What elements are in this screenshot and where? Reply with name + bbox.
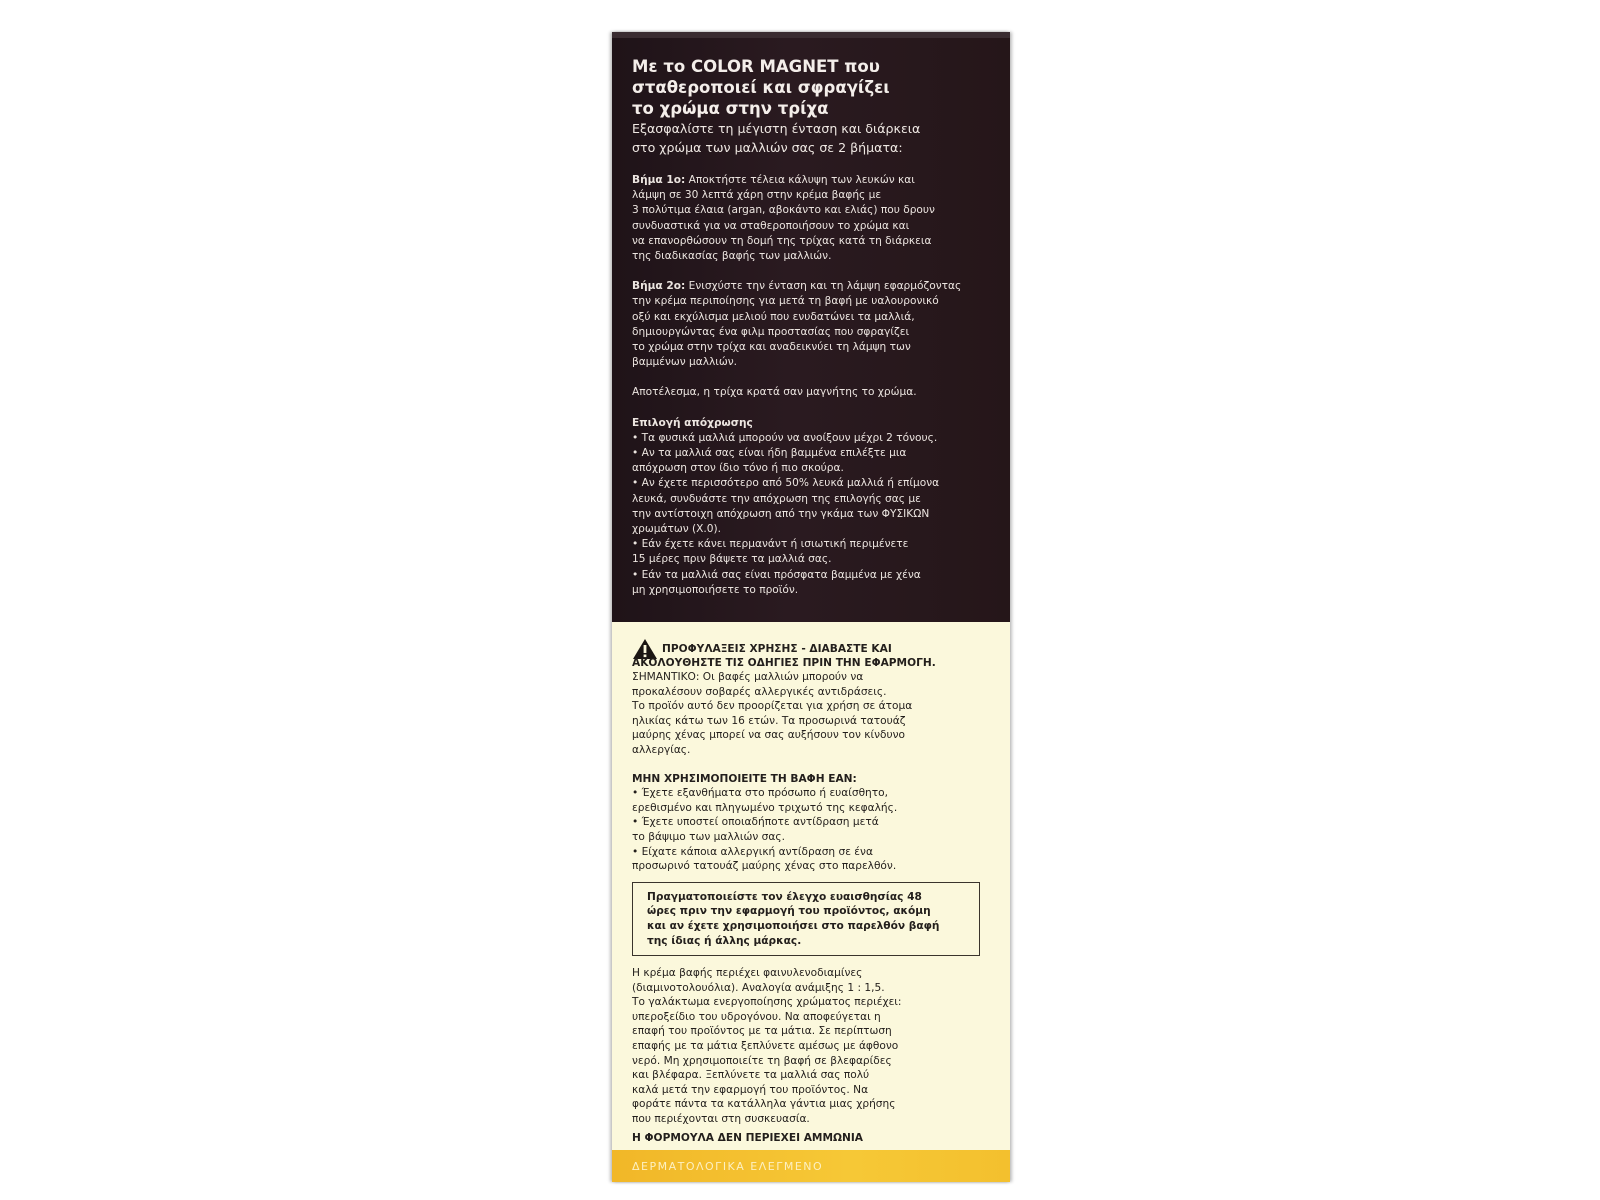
step2-line: δημιουργώντας ένα φιλμ προστασίας που σφραγίζει [632, 325, 910, 338]
shade-line: • Αν έχετε περισσότερο από 50% λευκά μαλλιά ή επίμονα [632, 477, 940, 490]
test-box-line: Πραγματοποιείστε τον έλεγχο ευαισθησίας 48 [647, 890, 922, 903]
info-line: καλά μετά την εφαρμογή του προϊόντος. Να [632, 1083, 869, 1096]
info-line: επαφή του προϊόντος με τα μάτια. Σε περίπτωση [632, 1025, 892, 1038]
headline-line: Με το COLOR MAGNET που [632, 57, 880, 76]
step2-label: Βήμα 2ο: [632, 280, 686, 293]
do-not-use-line: ερεθισμένο και πληγωμένο τριχωτό της κεφαλής. [632, 801, 898, 814]
step1-line: 3 πολύτιμα έλαια (argan, αβοκάντο και ελιάς) που δρουν [632, 204, 935, 217]
info-line: φοράτε πάντα τα κατάλληλα γάντια μιας χρήσης [632, 1098, 896, 1111]
info-line: υπεροξείδιο του υδρογόνου. Να αποφεύγεται η [632, 1010, 881, 1023]
warning-body-line: μαύρης χένας μπορεί να σας αυξήσουν τον κίνδυνο [632, 729, 906, 742]
warning-body-line: ΣΗΜΑΝΤΙΚΟ: Οι βαφές μαλλιών μπορούν να [632, 671, 864, 683]
step2-line: βαμμένων μαλλιών. [632, 356, 738, 369]
warning-body-line: αλλεργίας. [632, 743, 691, 756]
shade-line: χρωμάτων (X.0). [632, 523, 721, 536]
test-box-line: και αν έχετε χρησιμοποιήσει στο παρελθόν βαφή [647, 919, 940, 932]
no-ammonia-text: Η ΦΟΡΜΟΥΛΑ ΔΕΝ ΠΕΡΙΕΧΕΙ ΑΜΜΩΝΙΑ [632, 1131, 863, 1144]
dark-info-panel [612, 32, 1010, 622]
footer-text: ΔΕΡΜΑΤΟΛΟΓΙΚΑ ΕΛΕΓΜΕΝΟ [632, 1160, 824, 1173]
shade-line: • Τα φυσικά μαλλιά μπορούν να ανοίξουν μέχρι 2 τόνους. [632, 431, 938, 444]
step2-line: Βήμα 2ο: Ενισχύστε την ένταση και τη λάμψη εφαρμόζοντας [632, 280, 962, 293]
info-line: Το γαλάκτωμα ενεργοποίησης χρώματος περιέχει: [632, 996, 902, 1009]
info-line: που περιέχονται στη συσκευασία. [632, 1113, 810, 1126]
warning-title-line: ΑΚΟΛΟΥΘΗΣΤΕ ΤΙΣ ΟΔΗΓΙΕΣ ΠΡΙΝ ΤΗΝ ΕΦΑΡΜΟΓΗ. [632, 657, 936, 669]
step1-line: Βήμα 1ο: Αποκτήστε τέλεια κάλυψη των λευκών και [632, 174, 915, 186]
headline-line: το χρώμα στην τρίχα [632, 99, 829, 118]
step1-line: να επανορθώσουν τη δομή της τρίχας κατά τη διάρκεια [632, 234, 932, 247]
warning-body-line: ηλικίας κάτω των 16 ετών. Τα προσωρινά τατουάζ [632, 714, 906, 727]
info-line: Η κρέμα βαφής περιέχει φαινυλενοδιαμίνες [632, 967, 863, 980]
info-line: και βλέφαρα. Ξεπλύνετε τα μαλλιά σας πολύ [632, 1069, 870, 1082]
step1-line: λάμψη σε 30 λεπτά χάρη στην κρέμα βαφής με [632, 189, 882, 202]
test-box-line: της ίδιας ή άλλης μάρκας. [647, 934, 802, 947]
test-box-line: ώρες πριν την εφαρμογή του προϊόντος, ακόμη [647, 905, 931, 918]
dermatologically-tested-band [612, 1150, 1010, 1182]
step1-label: Βήμα 1ο: [632, 174, 686, 186]
info-line: νερό. Μη χρησιμοποιείτε τη βαφή σε βλεφαρίδες [632, 1054, 892, 1067]
shade-line: μη χρησιμοποιήσετε το προϊόν. [632, 583, 799, 596]
warning-title-line: ΠΡΟΦΥΛΑΞΕΙΣ ΧΡΗΣΗΣ - ΔΙΑΒΑΣΤΕ ΚΑΙ [662, 643, 892, 655]
do-not-use-title: ΜΗΝ ΧΡΗΣΙΜΟΠΟΙΕΙΤΕ ΤΗ ΒΑΦΗ ΕΑΝ: [632, 772, 857, 785]
do-not-use-line: • Είχατε κάποια αλλεργική αντίδραση σε ένα [632, 845, 873, 858]
subheadline-line: στο χρώμα των μαλλιών σας σε 2 βήματα: [632, 140, 903, 155]
shade-line: λευκά, συνδυάστε την απόχρωση της επιλογής σας με [632, 492, 921, 505]
info-line: (διαμινοτολουόλια). Αναλογία ανάμιξης 1 : 1,5. [632, 981, 885, 994]
warning-body-line: Το προϊόν αυτό δεν προορίζεται για χρήση σε άτομα [632, 700, 913, 713]
do-not-use-line: το βάψιμο των μαλλιών σας. [632, 830, 785, 843]
shade-line: • Αν τα μαλλιά σας είναι ήδη βαμμένα επιλέξτε μια [632, 447, 907, 460]
shade-line: απόχρωση στον ίδιο τόνο ή πιο σκούρα. [632, 462, 844, 475]
subheadline-line: Εξασφαλίστε τη μέγιστη ένταση και διάρκεια [632, 121, 921, 136]
step2-line: οξύ και εκχύλισμα μελιού που ενυδατώνει τα μαλλιά, [632, 310, 915, 323]
shade-line: • Εάν έχετε κάνει περμανάντ ή ισιωτική περιμένετε [632, 538, 909, 551]
do-not-use-line: • Έχετε εξανθήματα στο πρόσωπο ή ευαίσθητο, [632, 787, 888, 800]
warning-body-line: προκαλέσουν σοβαρές αλλεργικές αντιδράσεις. [632, 685, 887, 698]
shade-line: • Εάν τα μαλλιά σας είναι πρόσφατα βαμμένα με χένα [632, 568, 921, 581]
do-not-use-line: προσωρινό τατουάζ μαύρης χένας στο παρελθόν. [632, 860, 897, 873]
shade-selection-title: Επιλογή απόχρωσης [632, 416, 753, 429]
warning-heading [632, 642, 998, 670]
step1-line: της διαδικασίας βαφής των μαλλιών. [632, 250, 832, 263]
shade-line: την αντίστοιχη απόχρωση από την γκάμα των ΦΥΣΙΚΩΝ [632, 507, 930, 520]
sensitivity-test-box [632, 882, 980, 956]
box-top-edge [612, 32, 1010, 38]
shade-line: 15 μέρες πριν βάψετε τα μαλλιά σας. [632, 553, 832, 566]
info-line: επαφής με τα μάτια ξεπλύνετε αμέσως με άφθονο [632, 1040, 899, 1053]
step2-line: το χρώμα στην τρίχα και αναδεικνύει τη λάμψη των [632, 341, 911, 354]
headline-line: σταθεροποιεί και σφραγίζει [632, 78, 890, 97]
do-not-use-line: • Έχετε υποστεί οποιαδήποτε αντίδραση μετά [632, 816, 879, 829]
step2-line: την κρέμα περιποίησης για μετά τη βαφή με υαλουρονικό [632, 295, 939, 308]
result-text: Αποτέλεσμα, η τρίχα κρατά σαν μαγνήτης το χρώμα. [632, 386, 917, 399]
product-box-side [612, 32, 1010, 1182]
warning-panel [612, 622, 1010, 1182]
step1-line: συνδυαστικά για να σταθεροποιήσουν το χρώμα και [632, 219, 910, 232]
